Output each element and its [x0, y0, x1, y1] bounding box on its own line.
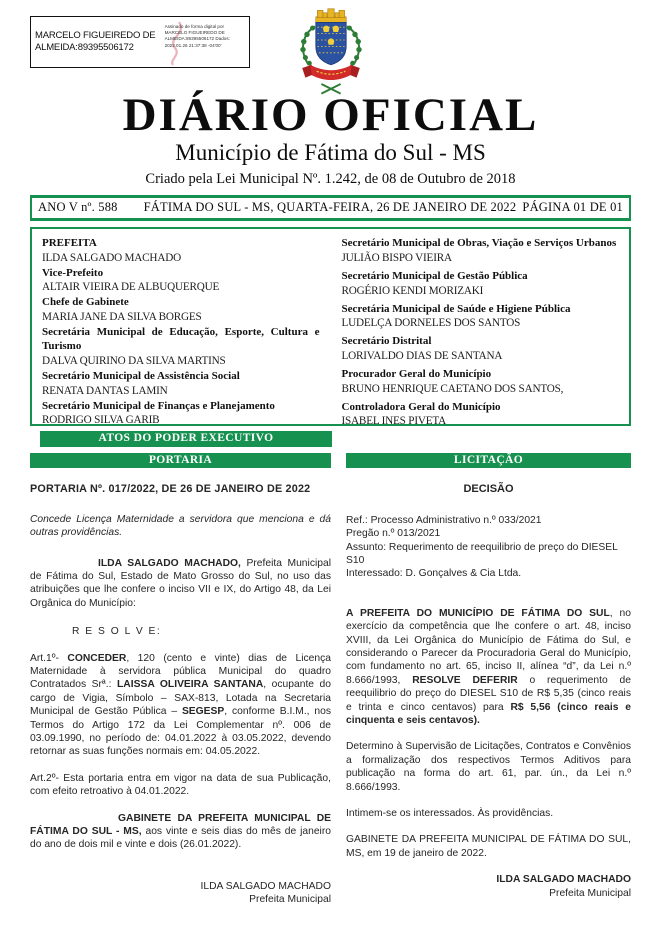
crest-shield	[315, 22, 345, 64]
official-item	[42, 369, 320, 399]
official-role: Vice-Prefeito	[42, 266, 104, 279]
portaria-resolve: R E S O L V E:	[72, 626, 162, 638]
signature-details: Assinado de forma digital por MARCELO FIGUEIREDO DE ALMEIDA:89395506172 Dados: 2022.01.26 21:37:38 -04'00'	[164, 24, 230, 48]
official-role: Chefe de Gabinete	[42, 296, 129, 309]
official-name: LUDELÇA DORNELES DOS SANTOS	[341, 317, 521, 330]
text-segment: A PREFEITA DO MUNICÍPIO DE FÁTIMA DO SUL	[346, 607, 610, 619]
decision-signature-block	[346, 873, 631, 900]
official-item	[42, 325, 320, 369]
portaria-cabinet	[30, 812, 331, 852]
official-role: Secretário Municipal de Assistência Social	[42, 369, 240, 382]
decision-body	[346, 607, 631, 728]
official-item	[342, 367, 620, 397]
coat-of-arms-graphic	[291, 6, 371, 98]
reference-line: Assunto: Requerimento de reequilibrio de preço do DIESEL S10	[346, 541, 618, 566]
decision-title: DECISÃO	[463, 483, 514, 496]
page-number: PÁGINA 01 DE 01	[522, 200, 623, 215]
portaria-signatory-name: ILDA SALGADO MACHADO	[200, 880, 331, 892]
officials-left-column	[42, 236, 320, 432]
portaria-intro	[30, 557, 331, 611]
official-role: Secretário Municipal de Gestão Pública	[341, 270, 528, 282]
official-name: BRUNO HENRIQUE CAETANO DOS SANTOS,	[341, 382, 564, 395]
official-name: RODRIGO SILVA GARIB	[42, 414, 160, 427]
portaria-art2: Art.2º- Esta portaria entra em vigor na data de sua Publicação, com efeito retroativo à 04.01.2022.	[30, 772, 331, 798]
section-banner-portaria: PORTARIA	[30, 453, 331, 469]
text-segment: RESOLVE DEFERIR	[412, 674, 518, 686]
officials-right-column	[342, 236, 620, 432]
official-name: ROGÉRIO KENDI MORIZAKI	[341, 284, 484, 297]
official-item	[42, 236, 320, 266]
official-item	[342, 302, 620, 332]
official-name: RENATA DANTAS LAMIN	[42, 384, 168, 397]
official-name: MARIA JANE DA SILVA BORGES	[42, 310, 202, 323]
official-role: Secretário Municipal de Finanças e Planejamento	[42, 399, 275, 412]
crest-crossed-stems	[321, 84, 340, 94]
portaria-title: PORTARIA Nº. 017/2022, DE 26 DE JANEIRO DE 2022	[30, 483, 311, 496]
section-banner-executive-acts: ATOS DO PODER EXECUTIVO	[40, 431, 332, 447]
decision-determination: Determino à Supervisão de Licitações, Contratos e Convênios a formalização dos respectivos Termos Aditivos para publicação na forma do art. 61, par. ún., da Lei n.º 8.666/1993.	[346, 741, 631, 793]
official-name: JULIÃO BISPO VIEIRA	[341, 251, 452, 264]
section-banner-licitacao: LICITAÇÃO	[346, 453, 631, 469]
text-segment: aos vinte e seis dias do mês de janeiro do ano de dois mil e vinte e dois (26.01.2022).	[30, 826, 331, 851]
officials-box	[30, 227, 631, 426]
issue-bar	[30, 195, 631, 221]
text-segment: GABINETE DA PREFEITA MUNICIPAL DE FÁTIMA DO SUL - MS,	[30, 812, 331, 838]
decision-cabinet: GABINETE DA PREFEITA MUNICIPAL DE FÁTIMA DO SUL, MS, em 19 de janeiro de 2022.	[346, 834, 631, 859]
creation-law-line: Criado pela Lei Municipal Nº. 1.242, de 08 de Outubro de 2018	[145, 171, 516, 188]
text-segment: , no exercício da competência que lhe confere o art. 48, inciso XVIII, da Lei Orgânica do Município de Fátima do Sul, e considerando o Parecer da Procuradoria Geral do Município, com fundamento no art. 65, inciso II, alínea “d”, da Lei n.º 8.666/1993,	[346, 607, 631, 686]
issue-date: FÁTIMA DO SUL - MS, QUARTA-FEIRA, 26 DE JANEIRO DE 2022	[143, 200, 517, 215]
edition-number: ANO V nº. 588	[38, 200, 118, 215]
official-role: PREFEITA	[42, 237, 97, 250]
decision-signatory-role: Prefeita Municipal	[549, 887, 631, 899]
text-segment: ILDA SALGADO MACHADO,	[98, 557, 241, 569]
reference-line: Ref.: Processo Administrativo n.º 033/2021	[346, 514, 542, 526]
text-segment: Prefeita Municipal de Fátima do Sul, Estado de Mato Grosso do Sul, no uso das atribuições que lhe confere o inciso VII e IX, do Artigo 48, da Lei Orgânica do Município:	[30, 557, 331, 609]
reference-line: Pregão n.º 013/2021	[346, 528, 441, 540]
digital-signature-box	[30, 16, 250, 68]
municipal-coat-of-arms	[291, 6, 371, 98]
reference-line: Interessado: D. Gonçalves & Cia Ltda.	[346, 568, 522, 580]
official-item	[342, 400, 620, 430]
portaria-art1	[30, 652, 331, 759]
official-role: Controladora Geral do Município	[341, 400, 501, 413]
official-item	[42, 295, 320, 325]
text-segment: Art.1º-	[30, 652, 68, 664]
official-role: Secretária Municipal de Saúde e Higiene Pública	[341, 302, 571, 315]
text-segment: SEGESP	[181, 706, 225, 718]
text-segment: o requerimento de reequilibrio do preço do DIESEL S10 de R$ 5,35 (cinco reais e trinta e cinco centavos) para	[346, 674, 631, 713]
decision-references	[346, 514, 631, 581]
content-columns	[30, 453, 631, 907]
text-segment: R$ 5,56 (cinco reais e cinquenta e seis centavos).	[346, 701, 631, 726]
gazette-title: DIÁRIO OFICIAL	[122, 89, 539, 141]
crest-crown	[315, 9, 345, 23]
decision-signatory-name: ILDA SALGADO MACHADO	[496, 874, 631, 886]
official-item	[42, 399, 320, 429]
portaria-column	[30, 453, 331, 907]
text-segment: , 120 (cento e vinte) dias de Licença Maternidade à servidora pública Municipal do quadro Contratados Srª.:	[30, 652, 331, 691]
crest-ribbon	[302, 65, 360, 80]
text-segment: CONCEDER	[67, 652, 127, 664]
official-name: LORIVALDO DIAS DE SANTANA	[341, 350, 503, 363]
official-role: Secretário Distrital	[341, 335, 432, 348]
decision-closing: Intimem-se os interessados. Às providências.	[346, 808, 554, 820]
licitacao-column	[346, 453, 631, 907]
portaria-summary: Concede Licença Maternidade a servidora que menciona e dá outras providências.	[30, 513, 331, 539]
official-item	[342, 334, 620, 364]
official-role: Secretário Municipal de Obras, Viação e Serviços Urbanos	[341, 237, 617, 250]
official-name: DALVA QUIRINO DA SILVA MARTINS	[42, 355, 226, 368]
signer-name: MARCELO FIGUEIREDO DE ALMEIDA:89395506172	[35, 30, 156, 53]
text-segment: LAISSA OLIVEIRA SANTANA	[117, 679, 264, 691]
official-item	[42, 266, 320, 296]
municipality-name: Município de Fátima do Sul - MS	[175, 140, 486, 165]
official-name: ALTAIR VIEIRA DE ALBUQUERQUE	[42, 281, 220, 294]
official-item	[342, 236, 620, 266]
text-segment: , conforme B.I.M., nos Termos do Artigo 172 da Lei Complementar nº. 006 de 03.09.1990, no período de: 04.01.2022 à 03.05.2022, devendo retornar as suas funções normais em: 04.05.2022.	[30, 706, 332, 758]
official-role: Procurador Geral do Município	[341, 368, 492, 381]
signature-details-wrap	[165, 20, 245, 64]
text-segment: , ocupante do cargo de Vigia, Símbolo – SAX-813, Lotada na Secretaria Municipal de Gestão Pública –	[30, 679, 332, 718]
portaria-signatory-role: Prefeita Municipal	[249, 894, 331, 906]
official-name: ILDA SALGADO MACHADO	[42, 251, 181, 264]
official-role: Secretária Municipal de Educação, Esporte, Cultura e Turismo	[42, 325, 320, 353]
official-name: ISABEL INES PIVETA	[341, 415, 446, 428]
portaria-signature-block	[30, 880, 331, 907]
official-item	[342, 269, 620, 299]
